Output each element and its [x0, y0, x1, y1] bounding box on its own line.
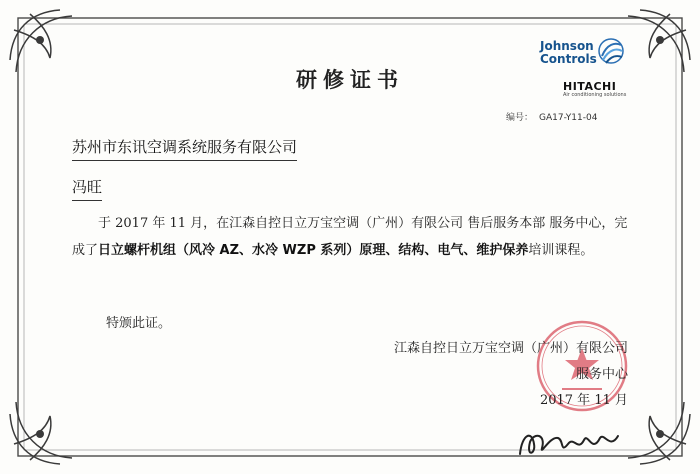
body-text-intro: 于 2017 年 11 月，在江森自控日立万宝空调（广州）有限公司 售后服务本部 服务中心，完成了: [72, 216, 628, 258]
certificate-body: [72, 210, 632, 264]
course-name: 日立螺杆机组（风冷 AZ、水冷 WZP 系列）原理、结构、电气、维护保养: [98, 243, 529, 258]
body-text-end: 培训课程。: [528, 243, 594, 258]
handwritten-signature: [512, 424, 632, 464]
issue-date: 2017 年 11 月: [539, 393, 628, 408]
issuer-department: 服务中心: [575, 367, 628, 382]
certificate-title: 研修证书: [296, 68, 404, 92]
recipient-company: 苏州市东讯空调系统服务有限公司: [72, 136, 297, 161]
hitachi-logo: HITACHI: [563, 80, 617, 93]
closing-statement: 特颁此证。: [106, 316, 172, 331]
serial-value: GA17-Y11-04: [539, 113, 598, 123]
logo-line-controls: Controls: [540, 52, 597, 66]
serial-number: [506, 110, 597, 123]
logo-line-johnson: Johnson: [540, 39, 594, 53]
johnson-controls-logo: [540, 40, 597, 66]
hitachi-tagline: Air conditioning solutions: [563, 92, 627, 98]
issuer-block: [394, 336, 628, 414]
recipient-name: 冯旺: [72, 176, 102, 201]
serial-label: 编号：: [506, 113, 534, 123]
johnson-controls-globe-icon: [596, 36, 626, 66]
issuer-company: 江森自控日立万宝空调（广州）有限公司: [393, 341, 628, 356]
